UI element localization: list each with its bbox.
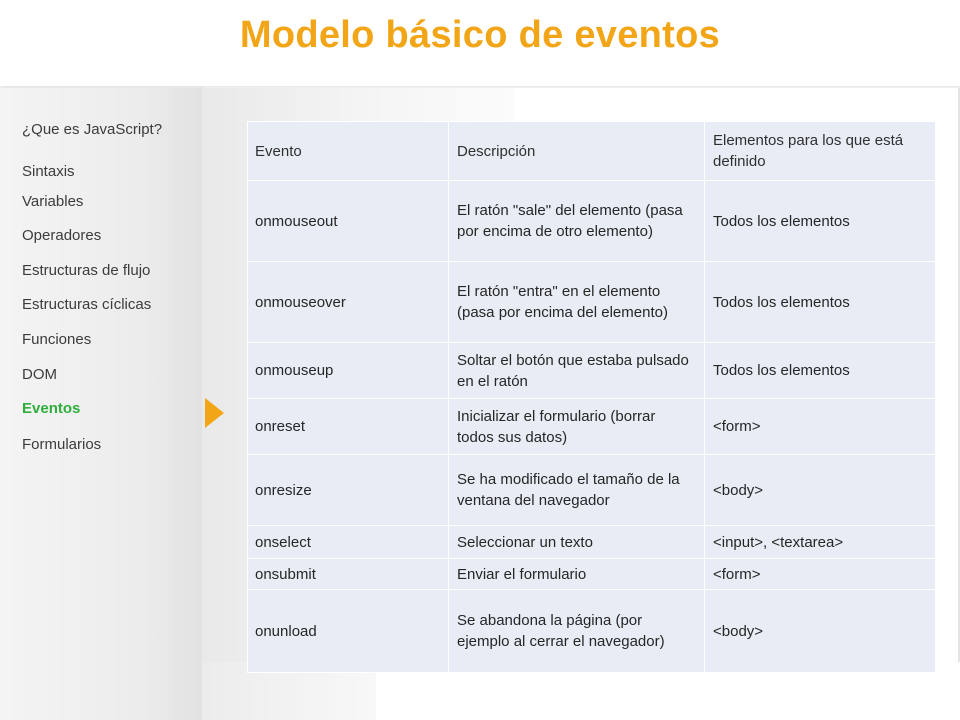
- event-name: onsubmit: [248, 559, 449, 590]
- event-name: onunload: [248, 590, 449, 673]
- table-row: [248, 262, 936, 343]
- event-elements: <form>: [705, 559, 936, 590]
- nav-item-operadores[interactable]: Operadores: [22, 227, 102, 244]
- nav-item-que-es-javascript[interactable]: ¿Que es JavaScript?: [22, 121, 163, 138]
- nav-item-sintaxis[interactable]: Sintaxis: [22, 163, 75, 180]
- event-description: Enviar el formulario: [449, 559, 705, 590]
- header-descripcion: Descripción: [449, 122, 705, 181]
- event-elements: <input>, <textarea>: [705, 526, 936, 559]
- event-description: Inicializar el formulario (borrar todos sus datos): [449, 399, 705, 455]
- event-elements: <form>: [705, 399, 936, 455]
- table-row: [248, 559, 936, 590]
- nav-item-funciones[interactable]: Funciones: [22, 331, 92, 348]
- event-name: onmouseup: [248, 343, 449, 399]
- event-name: onresize: [248, 455, 449, 526]
- event-name: onmouseover: [248, 262, 449, 343]
- nav-item-estructuras-de-flujo[interactable]: Estructuras de flujo: [22, 262, 151, 279]
- header-elementos: Elementos para los que está definido: [705, 122, 936, 181]
- triangle-right-icon: [205, 398, 224, 428]
- event-description: Se ha modificado el tamaño de la ventana del navegador: [449, 455, 705, 526]
- table-row: [248, 399, 936, 455]
- event-elements: <body>: [705, 590, 936, 673]
- event-elements: Todos los elementos: [705, 343, 936, 399]
- event-description: Soltar el botón que estaba pulsado en el ratón: [449, 343, 705, 399]
- header-evento: Evento: [248, 122, 449, 181]
- table-row: [248, 526, 936, 559]
- table-row: [248, 181, 936, 262]
- table-row: [248, 343, 936, 399]
- event-name: onmouseout: [248, 181, 449, 262]
- page-title: Modelo básico de eventos: [239, 14, 721, 56]
- event-description: El ratón "entra" en el elemento (pasa por encima del elemento): [449, 262, 705, 343]
- event-description: Se abandona la página (por ejemplo al cerrar el navegador): [449, 590, 705, 673]
- event-description: Seleccionar un texto: [449, 526, 705, 559]
- event-name: onselect: [248, 526, 449, 559]
- nav-item-dom[interactable]: DOM: [22, 366, 57, 383]
- event-description: El ratón "sale" del elemento (pasa por encima de otro elemento): [449, 181, 705, 262]
- nav-item-eventos[interactable]: Eventos: [22, 400, 81, 417]
- event-elements: <body>: [705, 455, 936, 526]
- table-row: [248, 590, 936, 673]
- event-elements: Todos los elementos: [705, 262, 936, 343]
- nav-item-estructuras-ciclicas[interactable]: Estructuras cíclicas: [22, 296, 152, 313]
- table-header-row: [248, 122, 936, 181]
- sidebar-nav: [0, 88, 202, 720]
- nav-item-formularios[interactable]: Formularios: [22, 436, 102, 453]
- table-row: [248, 455, 936, 526]
- events-table: [247, 121, 936, 673]
- nav-item-variables[interactable]: Variables: [22, 193, 84, 210]
- event-name: onreset: [248, 399, 449, 455]
- event-elements: Todos los elementos: [705, 181, 936, 262]
